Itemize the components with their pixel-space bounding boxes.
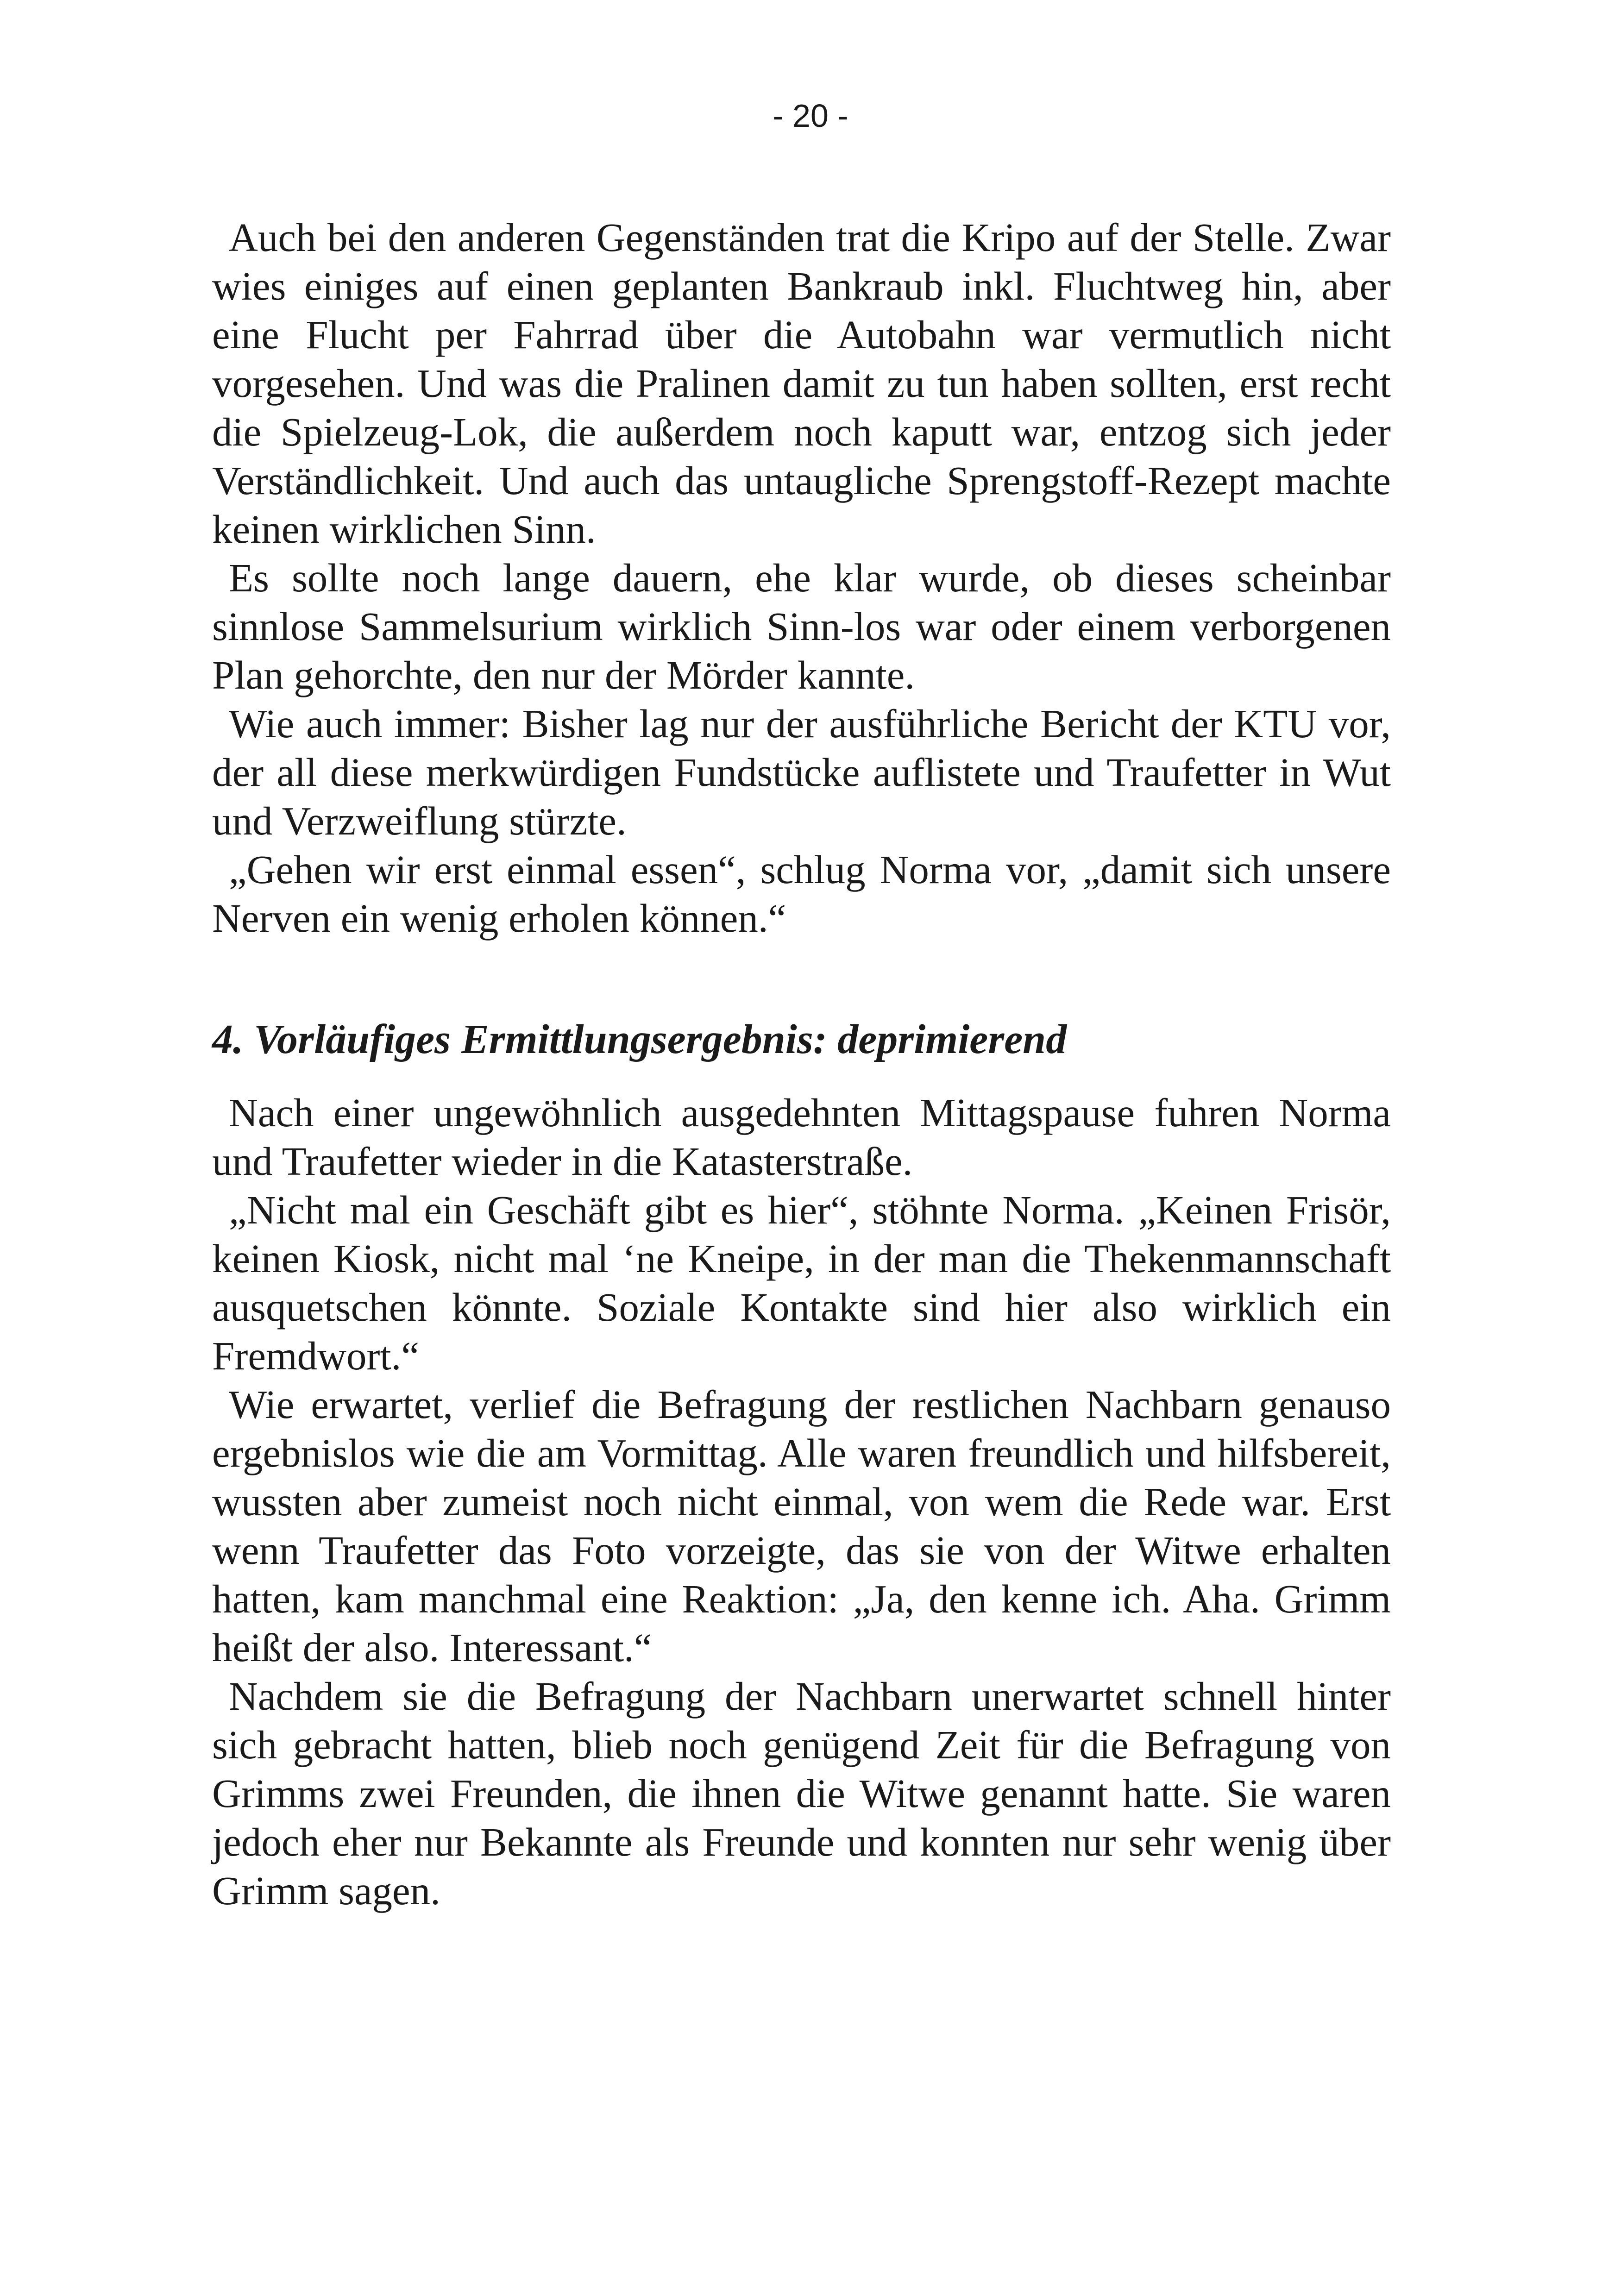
page-number: - 20 -	[773, 98, 848, 134]
paragraph: „Gehen wir erst einmal essen“, schlug Norma vor, „damit sich unsere Nerven ein wenig erholen können.“	[212, 847, 1391, 941]
paragraph: Nach einer ungewöhnlich ausgedehnten Mittagspause fuhren Norma und Traufetter wieder in die Katasterstraße.	[212, 1090, 1391, 1184]
paragraph: „Nicht mal ein Geschäft gibt es hier“, stöhnte Norma. „Keinen Frisör, keinen Kiosk, nicht mal ‘ne Kneipe, in der man die Thekenmannschaft ausquetschen könnte. Soziale Kontakte sind hier also wirklich ein Fremdwort.“	[212, 1187, 1391, 1378]
paragraph: Auch bei den anderen Gegenständen trat die Kripo auf der Stelle. Zwar wies einiges auf einen geplanten Bankraub inkl. Fluchtweg hin, aber eine Flucht per Fahrrad über die Autobahn war vermutlich nicht vorgesehen. Und was die Pralinen damit zu tun haben sollten, erst recht die Spielzeug-Lok, die außerdem noch kaputt war, entzog sich jeder Verständlichkeit. Und auch das untaugliche Sprengstoff-Rezept machte keinen wirklichen Sinn.	[212, 215, 1391, 552]
paragraph: Wie erwartet, verlief die Befragung der restlichen Nachbarn genauso ergebnislos wie die am Vormittag. Alle waren freundlich und hilfsbereit, wussten aber zumeist noch nicht einmal, von wem die Rede war. Erst wenn Traufetter das Foto vorzeigte, das sie von der Witwe erhalten hatten, kam manchmal eine Reaktion: „Ja, den kenne ich. Aha. Grimm heißt der also. Interessant.“	[212, 1382, 1391, 1670]
section-heading: 4. Vorläufiges Ermittlungsergebnis: deprimierend	[212, 1016, 1067, 1062]
body-text	[212, 213, 1391, 1915]
paragraph: Es sollte noch lange dauern, ehe klar wurde, ob dieses scheinbar sinnlose Sammelsurium wirklich Sinn-los war oder einem verborgenen Plan gehorchte, den nur der Mörder kannte.	[212, 555, 1391, 697]
paragraph: Nachdem sie die Befragung der Nachbarn unerwartet schnell hinter sich gebracht hatten, blieb noch genügend Zeit für die Befragung von Grimms zwei Freunden, die ihnen die Witwe genannt hatte. Sie waren jedoch eher nur Bekannte als Freunde und konnten nur sehr wenig über Grimm sagen.	[212, 1674, 1391, 1913]
paragraph: Wie auch immer: Bisher lag nur der ausführliche Bericht der KTU vor, der all diese merkwürdigen Fundstücke auflistete und Traufetter in Wut und Verzweiflung stürzte.	[212, 701, 1391, 843]
